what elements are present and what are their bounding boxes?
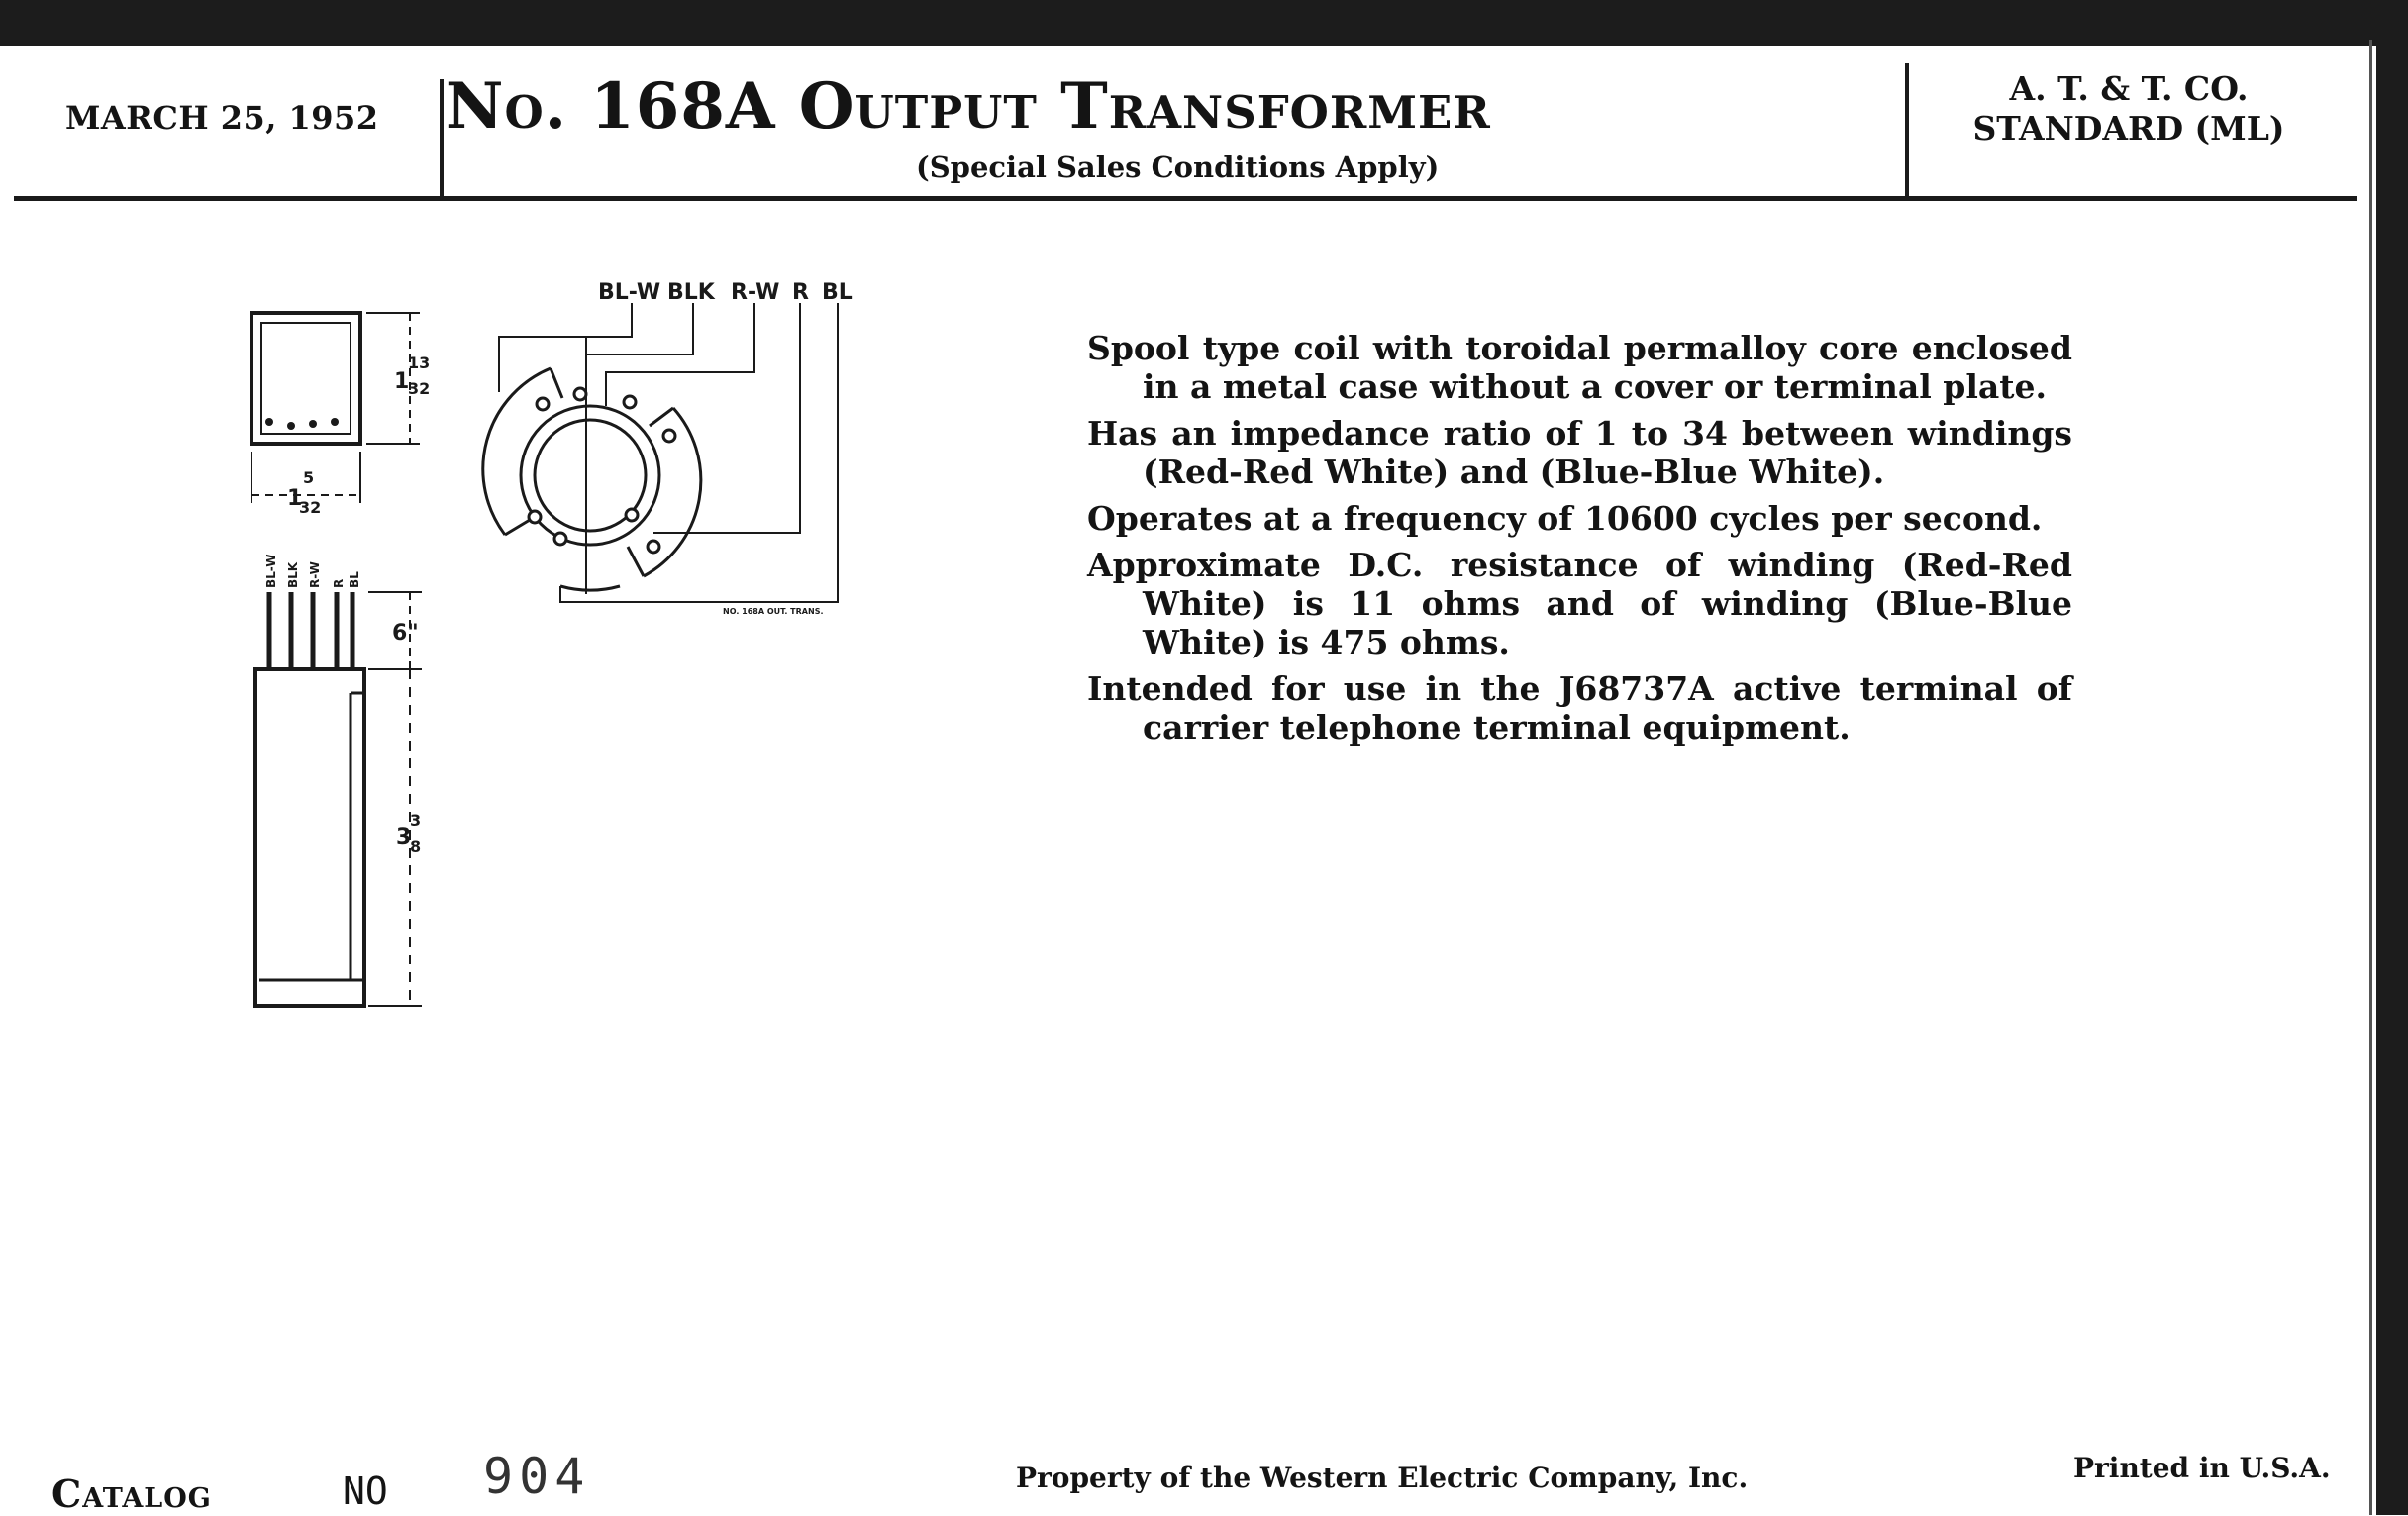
description <box>1087 329 2072 755</box>
lead-label-4: R <box>332 578 346 588</box>
top-view <box>251 313 420 503</box>
footer-no-label: NO <box>343 1469 388 1513</box>
footer-property: Property of the Western Electric Company, Inc. <box>1016 1462 1749 1494</box>
dim-height-top-whole: 1 <box>394 369 410 394</box>
dim-width-top-num: 5 <box>303 468 315 487</box>
wire-label-bl: BL <box>822 280 853 305</box>
dim-body-den: 8 <box>410 837 422 856</box>
dim-height-top-den: 32 <box>408 379 431 398</box>
wire-label-r-w: R-W <box>731 280 780 305</box>
lead-label-5: BL <box>348 571 361 588</box>
dim-leads: 6" <box>392 621 419 646</box>
lead-label-1: BL-W <box>264 554 278 588</box>
wire-label-r: R <box>792 280 809 305</box>
page-subtitle: (Special Sales Conditions Apply) <box>916 151 1440 184</box>
description-paragraph: Approximate D.C. resistance of winding (Red-Red White) is 11 ohms and of winding (Blue-Blue White) is 475 ohms. <box>1087 546 2072 661</box>
standard-line-1: A. T. & T. CO. <box>2009 69 2249 108</box>
footer-catalog-number: 904 <box>483 1448 591 1505</box>
dim-width-top-den: 32 <box>299 498 322 517</box>
wire-label-blk: BLK <box>667 280 715 305</box>
side-view <box>255 592 422 1006</box>
footer-catalog-label: Catalog <box>51 1471 212 1516</box>
toroid-schematic <box>483 303 838 602</box>
lead-label-3: R-W <box>308 561 322 588</box>
wire-label-bl-w: BL-W <box>598 280 661 305</box>
standard-line-2: STANDARD (ML) <box>1972 109 2285 148</box>
description-paragraph: Operates at a frequency of 10600 cycles per second. <box>1087 499 2043 538</box>
lead-label-2: BLK <box>286 561 300 588</box>
page-title: No. 168A Output Transformer <box>446 69 1491 144</box>
dim-width-top-whole: 1 <box>287 486 303 511</box>
description-paragraph: Intended for use in the J68737A active terminal of carrier telephone terminal equipment. <box>1087 669 2072 747</box>
description-paragraph: Spool type coil with toroidal permalloy core enclosed in a metal case without a cover or terminal plate. <box>1087 329 2072 406</box>
description-paragraph: Has an impedance ratio of 1 to 34 between windings (Red-Red White) and (Blue-Blue White). <box>1087 414 2072 491</box>
dim-body-whole: 3 <box>396 825 412 850</box>
dim-body-num: 3 <box>410 811 422 830</box>
footer-printed: Printed in U.S.A. <box>2073 1452 2331 1484</box>
dim-height-top-num: 13 <box>408 354 431 372</box>
header-date: MARCH 25, 1952 <box>65 99 379 137</box>
drawing-caption: NO. 168A OUT. TRANS. <box>723 607 824 616</box>
